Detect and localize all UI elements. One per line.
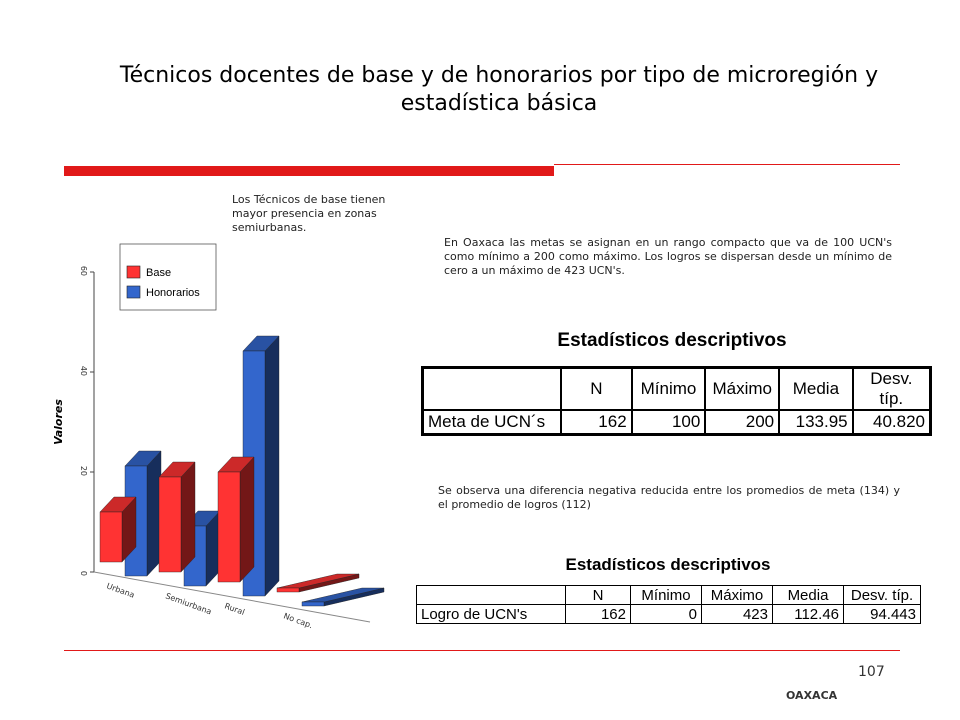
table-header-cell: Media [773,586,844,605]
bar-base-1 [159,477,181,572]
slide-title: Técnicos docentes de base y de honorarios por tipo de microregión y estadística básica [64,56,934,126]
page-number: 107 [858,664,885,680]
table-header-cell: Mínimo [631,586,702,605]
table-header-cell: N [566,586,631,605]
note-metas-range: En Oaxaca las metas se asignan en un rango compacto que va de 100 UCN's como mínimo a 200 como máximo. Los logros se dispersan desde un mínimo de cero a un máximo de 423 UCN's. [444,236,892,277]
stats-meta-panel [412,314,932,430]
table-header-cell: Máximo [702,586,773,605]
bar-side [265,336,279,596]
stats-logro-table [416,585,921,624]
stats-logro-panel [404,543,932,639]
note-mean-difference: Se observa una diferencia negativa reducida entre los promedios de meta (134) y el promedio de logros (112) [438,484,900,511]
stats-meta-title: Estadísticos descriptivos [557,330,787,351]
stats-logro-title: Estadísticos descriptivos [565,555,771,574]
table-header-cell: Desv. típ. [853,368,931,411]
bar-side [240,457,254,582]
table-cell: 40.820 [853,410,931,435]
bar-base-2 [218,472,240,582]
table-cell: 112.46 [773,605,844,624]
table-header-cell: Mínimo [632,368,706,411]
bar-base-0 [100,512,122,562]
legend [120,244,216,310]
table-cell: 133.95 [779,410,853,435]
table-header-cell: Desv. típ. [844,586,921,605]
y-tick-label: 60 [79,265,88,276]
table-cell-label: Meta de UCN´s [423,410,562,435]
x-tick-label: Semiurbana [164,591,213,617]
y-tick-label: 40 [79,365,88,376]
red-divider-top [554,164,900,165]
x-tick-label: Urbana [105,581,136,600]
table-header-cell: N [561,368,632,411]
y-tick-label: 20 [79,465,88,476]
x-tick-label: Rural [223,601,246,617]
table-header-cell: Máximo [705,368,779,411]
table-header-row [423,368,931,411]
red-accent-bar [64,166,554,176]
table-cell: 162 [561,410,632,435]
legend-label: Honorarios [146,287,200,299]
legend-swatch [127,266,140,278]
table-row [417,605,921,624]
table-header-cell [417,586,566,605]
table-header-row [417,586,921,605]
bar-honorarios-3 [302,602,324,606]
table-cell: 162 [566,605,631,624]
table-header-cell [423,368,562,411]
table-cell: 200 [705,410,779,435]
table-header-cell: Media [779,368,853,411]
table-cell: 423 [702,605,773,624]
y-axis-label: Valores [52,399,65,445]
table-cell: 0 [631,605,702,624]
note-base-presence: Los Técnicos de base tienen mayor presencia en zonas semiurbanas. [232,193,386,234]
table-cell: 94.443 [844,605,921,624]
stats-meta-table [421,366,932,436]
table-row [423,410,931,435]
bar-chart-3d [40,240,440,660]
bar-base-3 [277,588,299,592]
legend-swatch [127,286,140,298]
table-cell: 100 [632,410,706,435]
x-tick-label: No cap. [282,611,314,631]
table-cell-label: Logro de UCN's [417,605,566,624]
footer-label: OAXACA [786,689,838,702]
y-tick-label: 0 [79,570,88,576]
legend-label: Base [146,267,172,279]
bar-side [181,462,195,572]
